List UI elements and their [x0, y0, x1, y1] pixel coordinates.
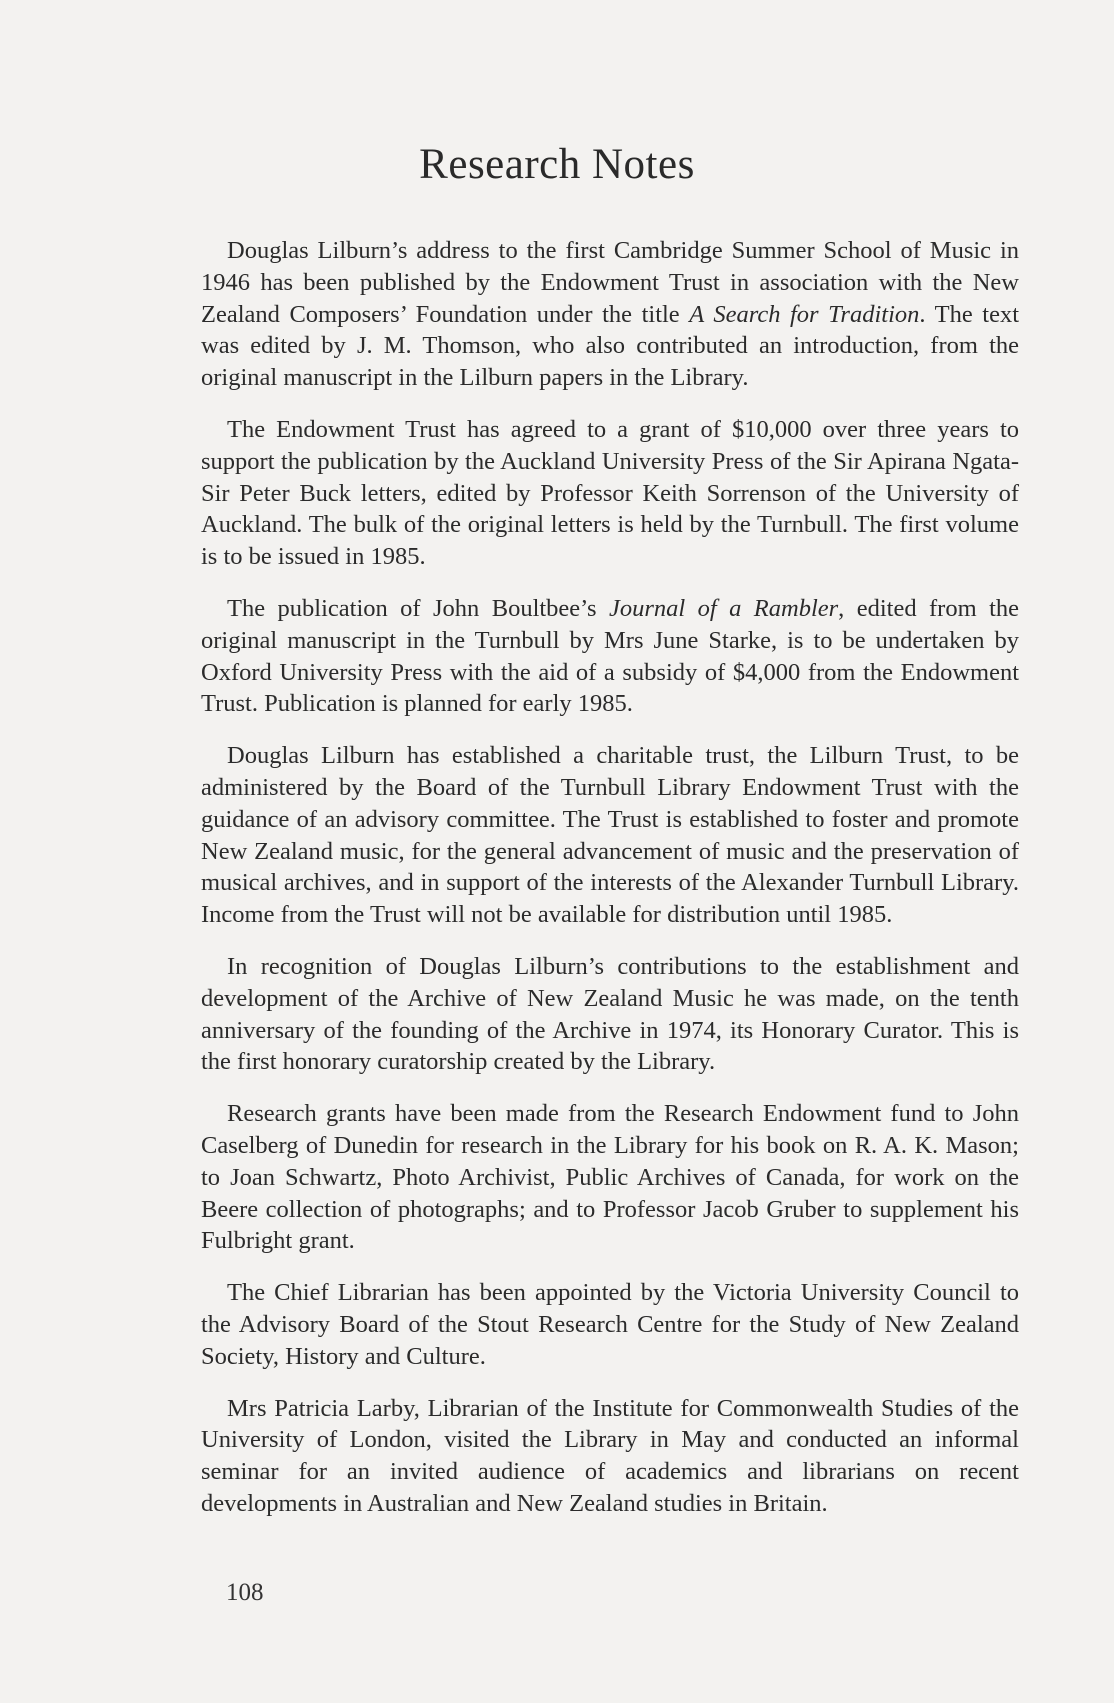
- paragraph-text: , edited from the original manuscript in the Turnbull by Mrs June Starke, is to be undertaken by Oxford University Press with the aid of a subsidy of $4,000 from the Endowment Trust. Publication is planned for early 1985.: [201, 594, 1020, 718]
- page-title: Research Notes: [419, 141, 695, 188]
- paragraph-text: Mrs Patricia Larby, Librarian of the Institute for Commonwealth Studies of the University of London, visited the Library in May and conducted an informal seminar for an invited audience of academics and librarians on recent developments in Australian and New Zealand studies in Britain.: [201, 1394, 1019, 1517]
- paragraph-lilburn-address: [201, 235, 1019, 394]
- paragraph-honorary-curator: [201, 951, 1019, 1078]
- paragraph-text: Douglas Lilburn has established a charitable trust, the Lilburn Trust, to be administered by the Board of the Turnbull Library Endowment Trust with the guidance of an advisory committee. The Trust is established to foster and promote New Zealand music, for the general advancement of music and the preservation of musical archives, and in support of the interests of the Alexander Turnbull Library. Income from the Trust will not be available for distribution until 1985.: [201, 742, 1019, 929]
- paragraph-ngata-buck-letters: [201, 414, 1019, 573]
- paragraph-lilburn-trust: [201, 740, 1019, 931]
- paragraph-text: The publication of John Boultbee’s: [227, 594, 609, 622]
- paragraph-research-grants: [201, 1098, 1019, 1257]
- paragraph-text: The Endowment Trust has agreed to a grant of $10,000 over three years to support the publication by the Auckland University Press of the Sir Apirana Ngata-Sir Peter Buck letters, edited by Professor Keith Sorrenson of the University of Auckland. The bulk of the original letters is held by the Turnbull. The first volume is to be issued in 1985.: [201, 415, 1019, 571]
- paragraph-text: Research grants have been made from the Research Endowment fund to John Caselberg of Dunedin for research in the Library for his book on R. A. K. Mason; to Joan Schwartz, Photo Archivist, Public Archives of Canada, for work on the Beere collection of photographs; and to Professor Jacob Gruber to supplement his Fulbright grant.: [201, 1100, 1019, 1255]
- book-title: Journal of a Rambler: [608, 594, 839, 622]
- paragraph-text: The Chief Librarian has been appointed by the Victoria University Council to the Advisory Board of the Stout Research Centre for the Study of New Zealand Society, History and Culture.: [201, 1279, 1019, 1370]
- page-number: 108: [226, 1579, 264, 1606]
- paragraph-larby-visit: [201, 1393, 1019, 1520]
- article-body: [201, 235, 1019, 1540]
- paragraph-stout-centre: [201, 1277, 1019, 1372]
- paragraph-text: Douglas Lilburn’s address to the first Cambridge Summer School of Music in 1946 has been published by the Endowment Trust in association with the New Zealand Composers’ Foundation under the title: [201, 237, 1019, 328]
- paragraph-text: In recognition of Douglas Lilburn’s contributions to the establishment and development of the Archive of New Zealand Music he was made, on the tenth anniversary of the founding of the Archive in 1974, its Honorary Curator. This is the first honorary curatorship created by the Library.: [201, 952, 1019, 1076]
- book-title: A Search for Tradition: [689, 300, 920, 328]
- paragraph-boultbee-journal: [201, 593, 1019, 720]
- paragraph-text: . The text was edited by J. M. Thomson, who also contributed an introduction, from the original manuscript in the Lilburn papers in the Library.: [201, 300, 1020, 392]
